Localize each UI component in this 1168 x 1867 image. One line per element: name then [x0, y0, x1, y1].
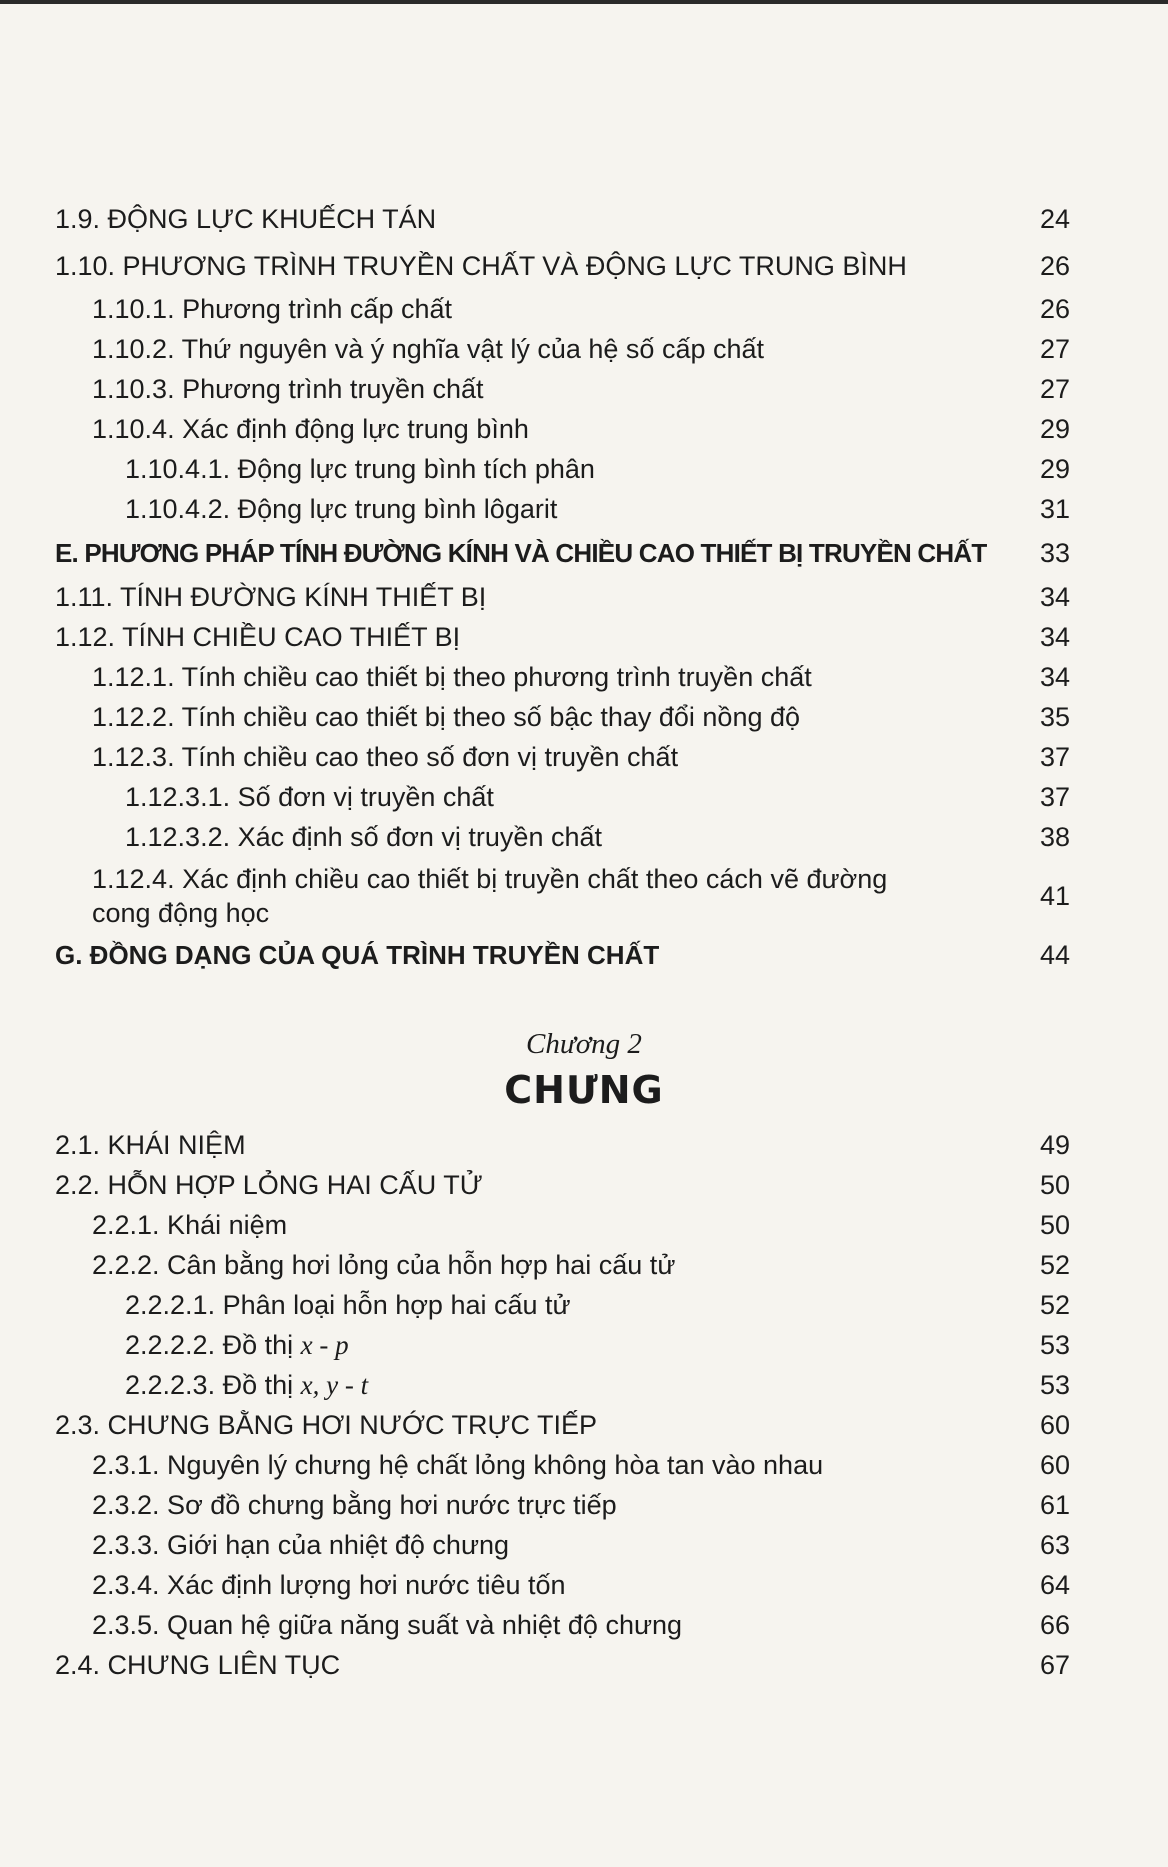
toc-entry-page: 26: [1039, 251, 1070, 281]
toc-entry-page: 53: [1039, 1370, 1070, 1400]
toc-entry[interactable]: [0, 700, 1168, 734]
toc-entry-title: 1.10.4.2. Động lực trung bình lôgarit: [125, 494, 558, 524]
toc-entry[interactable]: [0, 1168, 1168, 1202]
toc-entry[interactable]: [0, 1608, 1168, 1642]
toc-entry-title: 1.10.4. Xác định động lực trung bình: [92, 414, 529, 444]
toc-entry-title: 1.10.1. Phương trình cấp chất: [92, 294, 453, 324]
toc-entry-page: 27: [1039, 334, 1070, 364]
toc-entry[interactable]: [0, 249, 1168, 283]
toc-entry[interactable]: [0, 332, 1168, 366]
toc-entry[interactable]: [0, 1208, 1168, 1242]
toc-entry-page: 29: [1039, 414, 1070, 444]
toc-entry[interactable]: [0, 1408, 1168, 1442]
toc-section-heading[interactable]: [0, 536, 1168, 570]
toc-entry-page: 33: [1039, 538, 1070, 568]
toc-entry[interactable]: [0, 862, 1168, 930]
toc-entry-page: 52: [1039, 1290, 1070, 1320]
toc-entry[interactable]: [0, 820, 1168, 854]
toc-entry[interactable]: [0, 1128, 1168, 1162]
toc-entry-page: 37: [1039, 742, 1070, 772]
toc-entry-title: 1.9. ĐỘNG LỰC KHUẾCH TÁN: [55, 204, 437, 234]
toc-entry[interactable]: [0, 492, 1168, 526]
toc-entry-page: 52: [1039, 1250, 1070, 1280]
toc-entry[interactable]: [0, 740, 1168, 774]
toc-entry[interactable]: [0, 780, 1168, 814]
toc-entry-page: 34: [1039, 622, 1070, 652]
toc-entry-title: 2.3.3. Giới hạn của nhiệt độ chưng: [92, 1530, 510, 1560]
toc-entry-title: 1.12.3.2. Xác định số đơn vị truyền chất: [125, 822, 602, 852]
toc-entry-page: 61: [1039, 1490, 1070, 1520]
toc-entry[interactable]: [0, 620, 1168, 654]
toc-entry-title: 1.11. TÍNH ĐƯỜNG KÍNH THIẾT BỊ: [55, 582, 487, 612]
toc-entry[interactable]: [0, 1568, 1168, 1602]
toc-entry-page: 31: [1039, 494, 1070, 524]
toc-entry-title: 2.2.2.1. Phân loại hỗn hợp hai cấu tử: [125, 1290, 571, 1320]
chapter-label: Chương 2: [526, 1028, 642, 1060]
toc-entry[interactable]: [0, 1368, 1168, 1402]
toc-entry-title: 2.2.1. Khái niệm: [92, 1210, 288, 1240]
toc-entry-title: [0, 1328, 1168, 1362]
toc-entry-page: 34: [1039, 582, 1070, 612]
toc-entry-title: 1.12.1. Tính chiều cao thiết bị theo phương trình truyền chất: [92, 662, 812, 692]
toc-entry-page: 24: [1039, 204, 1070, 234]
toc-entry-title: 1.10.2. Thứ nguyên và ý nghĩa vật lý của hệ số cấp chất: [92, 334, 765, 364]
toc-entry-title: 2.2.2. Cân bằng hơi lỏng của hỗn hợp hai cấu tử: [92, 1250, 676, 1280]
toc-entry[interactable]: [0, 1448, 1168, 1482]
toc-entry-page: 29: [1039, 454, 1070, 484]
toc-entry[interactable]: [0, 412, 1168, 446]
toc-entry-title: 2.3.1. Nguyên lý chưng hệ chất lỏng không hòa tan vào nhau: [92, 1450, 824, 1480]
toc-section-heading[interactable]: [0, 938, 1168, 972]
toc-entry-title: 2.3. CHƯNG BẰNG HƠI NƯỚC TRỰC TIẾP: [55, 1410, 598, 1440]
toc-entry-title: G. ĐỒNG DẠNG CỦA QUÁ TRÌNH TRUYỀN CHẤT: [55, 940, 660, 970]
toc-entry-page: 67: [1039, 1650, 1070, 1680]
toc-entry-page: 49: [1039, 1130, 1070, 1160]
toc-entry[interactable]: [0, 580, 1168, 614]
toc-entry[interactable]: [0, 292, 1168, 326]
toc-entry-page: 35: [1039, 702, 1070, 732]
toc-entry-title: 1.10.3. Phương trình truyền chất: [92, 374, 484, 404]
graph-variables: x, y - t: [300, 1370, 369, 1400]
toc-entry-page: 60: [1039, 1410, 1070, 1440]
toc-entry-title: 1.10. PHƯƠNG TRÌNH TRUYỀN CHẤT VÀ ĐỘNG LỰC TRUNG BÌNH: [55, 251, 907, 281]
toc-entry[interactable]: [0, 1288, 1168, 1322]
toc-entry-page: 41: [1039, 881, 1070, 911]
toc-entry-title: 2.3.4. Xác định lượng hơi nước tiêu tốn: [92, 1570, 566, 1600]
toc-entry-page: 37: [1039, 782, 1070, 812]
toc-entry-page: 34: [1039, 662, 1070, 692]
toc-entry-page: 66: [1039, 1610, 1070, 1640]
toc-entry-title: [0, 1368, 1168, 1402]
toc-entry-page: 44: [1039, 940, 1070, 970]
toc-entry-page: 50: [1039, 1170, 1070, 1200]
toc-entry[interactable]: [0, 372, 1168, 406]
toc-entry-page: 27: [1039, 374, 1070, 404]
toc-entry-title: 2.3.2. Sơ đồ chưng bằng hơi nước trực tiếp: [92, 1490, 617, 1520]
toc-entry-title: 1.12. TÍNH CHIỀU CAO THIẾT BỊ: [55, 622, 461, 652]
toc-entry-label: 2.2.2.2. Đồ thị: [125, 1330, 301, 1360]
toc-entry[interactable]: [0, 660, 1168, 694]
toc-entry[interactable]: [0, 452, 1168, 486]
toc-entry[interactable]: [0, 1248, 1168, 1282]
toc-entry-title: 1.12.2. Tính chiều cao thiết bị theo số bậc thay đổi nồng độ: [92, 702, 801, 732]
toc-entry-title: 2.1. KHÁI NIỆM: [55, 1130, 246, 1160]
toc-entry[interactable]: [0, 202, 1168, 236]
toc-entry[interactable]: [0, 1648, 1168, 1682]
toc-entry-title: 1.12.4. Xác định chiều cao thiết bị truyền chất theo cách vẽ đường cong động học: [92, 864, 888, 928]
toc-entry-page: 60: [1039, 1450, 1070, 1480]
toc-entry-label: 2.2.2.3. Đồ thị: [125, 1370, 301, 1400]
toc-entry[interactable]: [0, 1328, 1168, 1362]
toc-entry-title: 1.10.4.1. Động lực trung bình tích phân: [125, 454, 595, 484]
toc-entry-title: 2.2. HỖN HỢP LỎNG HAI CẤU TỬ: [55, 1170, 483, 1200]
toc-entry-title: 2.4. CHƯNG LIÊN TỤC: [55, 1650, 341, 1680]
toc-entry-page: 63: [1039, 1530, 1070, 1560]
chapter-title: CHƯNG: [504, 1068, 664, 1112]
toc-entry-title: E. PHƯƠNG PHÁP TÍNH ĐƯỜNG KÍNH VÀ CHIỀU CAO THIẾT BỊ TRUYỀN CHẤT: [55, 538, 987, 568]
toc-entry-page: 26: [1039, 294, 1070, 324]
toc-entry-title: 1.12.3. Tính chiều cao theo số đơn vị truyền chất: [92, 742, 679, 772]
toc-entry[interactable]: [0, 1528, 1168, 1562]
toc-entry-page: 50: [1039, 1210, 1070, 1240]
toc-entry-title: 2.3.5. Quan hệ giữa năng suất và nhiệt độ chưng: [92, 1610, 683, 1640]
graph-variables: x - p: [300, 1330, 349, 1360]
toc-entry-page: 53: [1039, 1330, 1070, 1360]
toc-entry-page: 64: [1039, 1570, 1070, 1600]
toc-entry[interactable]: [0, 1488, 1168, 1522]
toc-entry-title: 1.12.3.1. Số đơn vị truyền chất: [125, 782, 494, 812]
toc-entry-page: 38: [1039, 822, 1070, 852]
